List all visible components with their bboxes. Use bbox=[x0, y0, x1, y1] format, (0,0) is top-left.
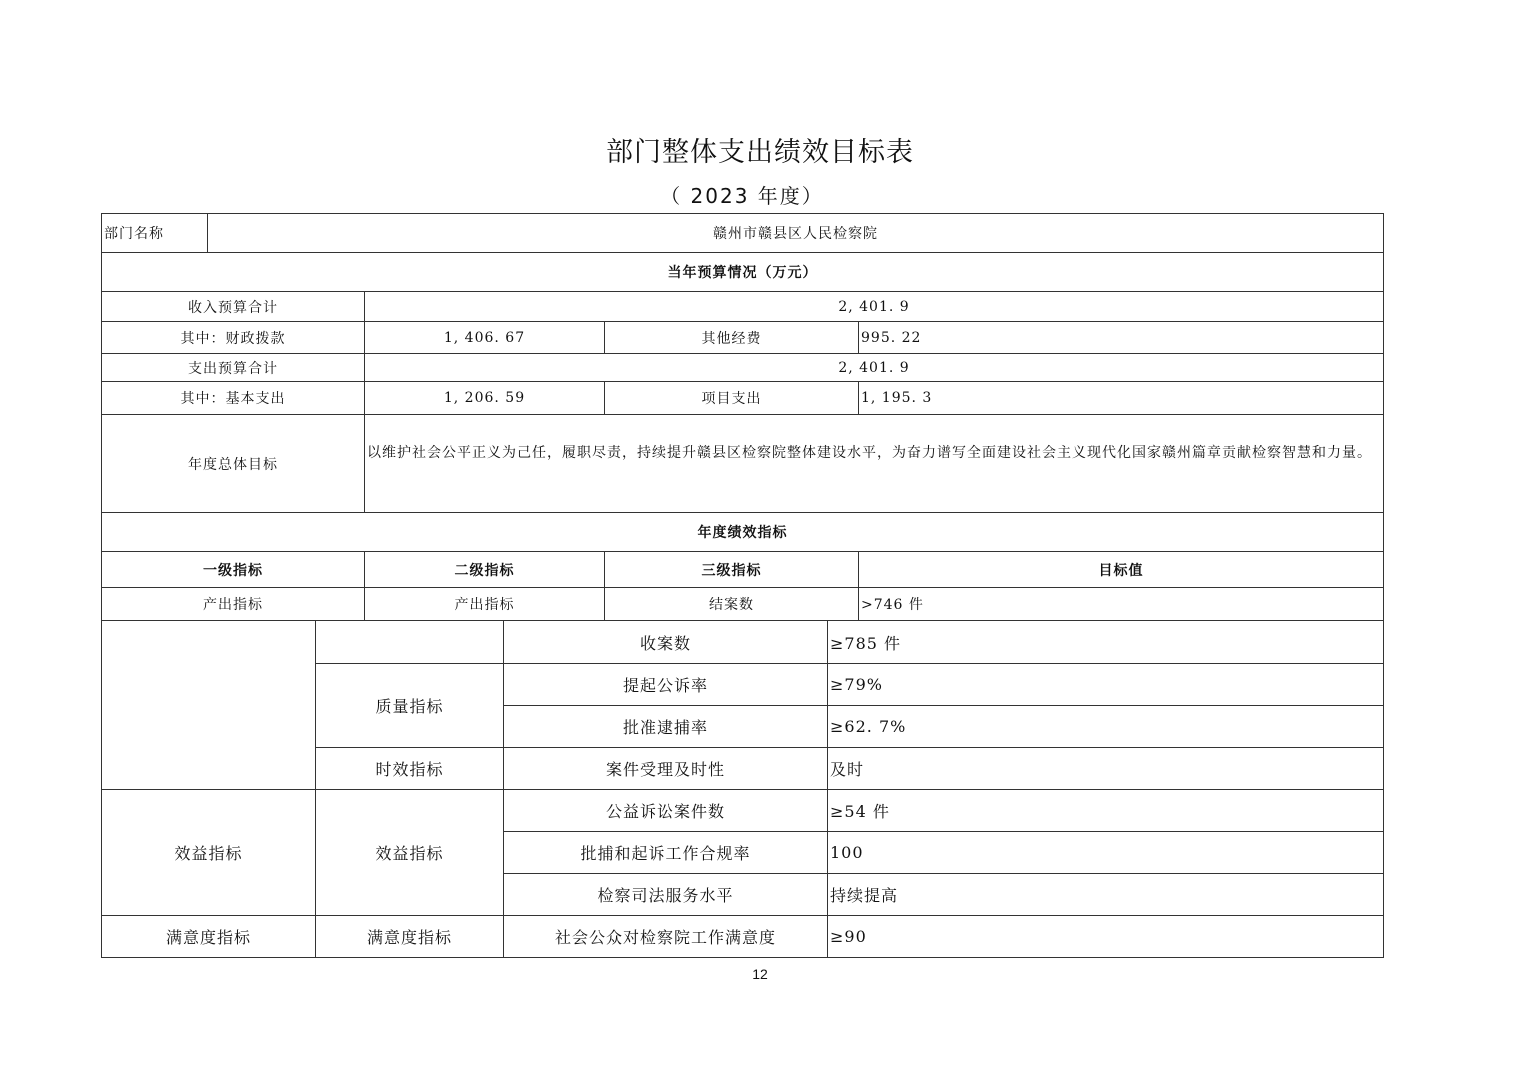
cases-received-target: ≥785 件 bbox=[828, 621, 1384, 664]
header-level3: 三级指标 bbox=[605, 552, 859, 588]
prosecution-rate-target: ≥79% bbox=[828, 664, 1384, 706]
income-total-value: 2, 401. 9 bbox=[365, 292, 1384, 322]
compliance-rate-target: 100 bbox=[828, 832, 1384, 874]
expense-total-label: 支出预算合计 bbox=[102, 354, 365, 382]
income-total-label: 收入预算合计 bbox=[102, 292, 365, 322]
satisfaction-l2: 满意度指标 bbox=[316, 916, 504, 958]
row-output-l1: 产出指标 bbox=[102, 588, 365, 621]
output-l1-blank bbox=[102, 621, 316, 790]
header-level2: 二级指标 bbox=[365, 552, 605, 588]
public-interest-cases-l3: 公益诉讼案件数 bbox=[504, 790, 828, 832]
dept-name-value: 赣州市赣县区人民检察院 bbox=[208, 214, 1384, 253]
performance-section-title: 年度绩效指标 bbox=[102, 513, 1384, 552]
satisfaction-l1: 满意度指标 bbox=[102, 916, 316, 958]
case-acceptance-timeliness-target: 及时 bbox=[828, 748, 1384, 790]
budget-section-title: 当年预算情况（万元） bbox=[102, 253, 1384, 292]
other-funds-label: 其他经费 bbox=[605, 322, 859, 354]
page-number: 12 bbox=[752, 966, 768, 982]
fiscal-label: 其中：财政拨款 bbox=[102, 322, 365, 354]
budget-table bbox=[101, 213, 1384, 621]
row-output-l2: 产出指标 bbox=[365, 588, 605, 621]
annual-goal-label: 年度总体目标 bbox=[102, 415, 365, 513]
year-line: （ 2023 年度） bbox=[660, 184, 824, 208]
header-level1: 一级指标 bbox=[102, 552, 365, 588]
basic-expense-value: 1, 206. 59 bbox=[365, 382, 605, 415]
other-funds-value: 995. 22 bbox=[859, 322, 1384, 354]
case-acceptance-timeliness-l3: 案件受理及时性 bbox=[504, 748, 828, 790]
prosecution-rate-l3: 提起公诉率 bbox=[504, 664, 828, 706]
service-level-target: 持续提高 bbox=[828, 874, 1384, 916]
expense-total-value: 2, 401. 9 bbox=[365, 354, 1384, 382]
cases-received-l3: 收案数 bbox=[504, 621, 828, 664]
public-satisfaction-target: ≥90 bbox=[828, 916, 1384, 958]
indicator-table bbox=[101, 620, 1384, 958]
header-target: 目标值 bbox=[859, 552, 1384, 588]
row-cases-closed-l3: 结案数 bbox=[605, 588, 859, 621]
public-satisfaction-l3: 社会公众对检察院工作满意度 bbox=[504, 916, 828, 958]
service-level-l3: 检察司法服务水平 bbox=[504, 874, 828, 916]
project-expense-label: 项目支出 bbox=[605, 382, 859, 415]
arrest-approval-rate-l3: 批准逮捕率 bbox=[504, 706, 828, 748]
project-expense-value: 1, 195. 3 bbox=[859, 382, 1384, 415]
arrest-approval-rate-target: ≥62. 7% bbox=[828, 706, 1384, 748]
benefit-l2: 效益指标 bbox=[316, 790, 504, 916]
fiscal-value: 1, 406. 67 bbox=[365, 322, 605, 354]
benefit-l1: 效益指标 bbox=[102, 790, 316, 916]
compliance-rate-l3: 批捕和起诉工作合规率 bbox=[504, 832, 828, 874]
output-l2-blank bbox=[316, 621, 504, 664]
annual-goal-text: 以维护社会公平正义为己任，履职尽责，持续提升赣县区检察院整体建设水平，为奋力谱写全面建设社会主义现代化国家赣州篇章贡献检察智慧和力量。 bbox=[365, 415, 1384, 513]
public-interest-cases-target: ≥54 件 bbox=[828, 790, 1384, 832]
basic-expense-label: 其中：基本支出 bbox=[102, 382, 365, 415]
document-title: 部门整体支出绩效目标表 bbox=[606, 137, 914, 168]
row-cases-closed-target: >746 件 bbox=[859, 588, 1384, 621]
quality-indicator-label: 质量指标 bbox=[316, 664, 504, 748]
dept-name-label: 部门名称 bbox=[102, 214, 208, 253]
timeliness-indicator-label: 时效指标 bbox=[316, 748, 504, 790]
